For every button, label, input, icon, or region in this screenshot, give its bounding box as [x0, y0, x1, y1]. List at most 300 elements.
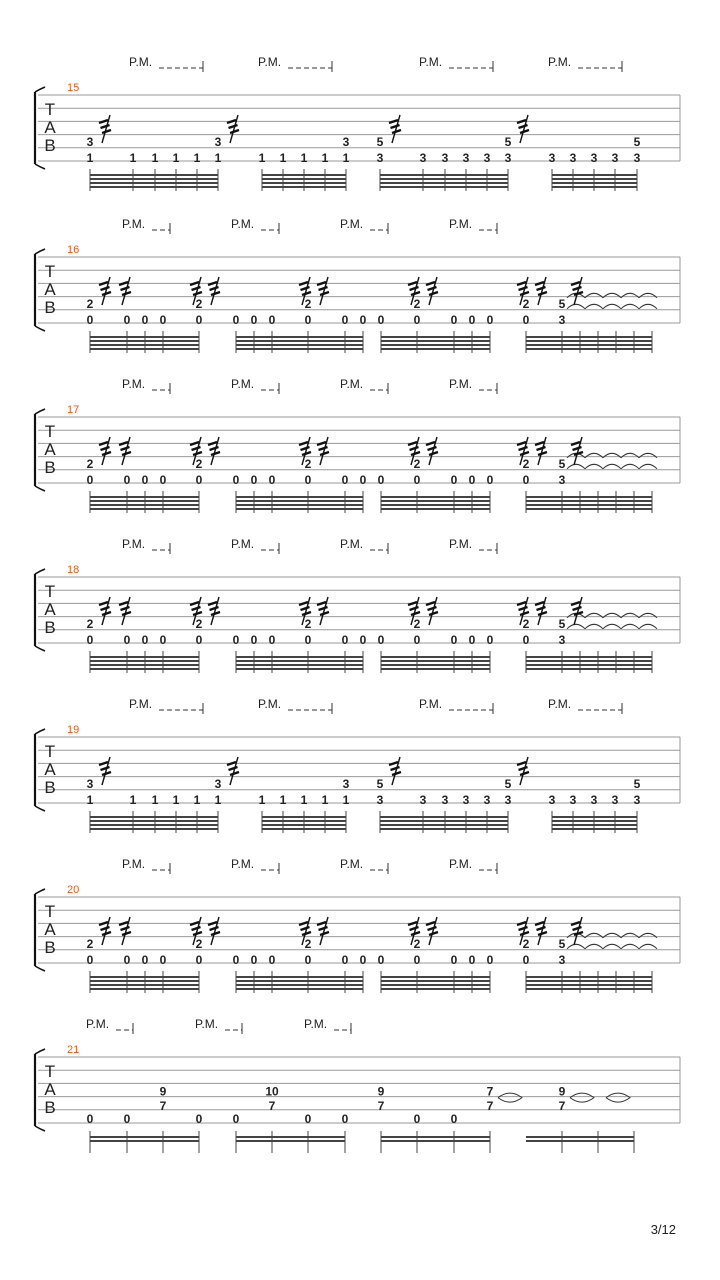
tie: [639, 453, 657, 458]
fret-number: 0: [450, 313, 458, 327]
fret-number: 3: [504, 793, 512, 807]
palm-mute-label: P.M.: [449, 217, 473, 231]
fret-number: 1: [342, 793, 350, 807]
fret-number: 3: [633, 793, 641, 807]
tremolo-slash: [122, 292, 131, 295]
tremolo-stem: [211, 437, 219, 465]
bracket-top-hook: [35, 249, 45, 254]
tremolo-slash: [301, 607, 310, 610]
tremolo-slash: [573, 927, 582, 930]
tremolo-slash: [535, 442, 544, 445]
fret-number: 7: [558, 1098, 566, 1113]
fret-number: 0: [159, 633, 167, 647]
bracket-bottom-hook: [35, 646, 45, 651]
fret-number: 0: [486, 313, 494, 327]
tremolo-slash: [302, 292, 311, 295]
fret-number: 0: [304, 473, 312, 487]
tremolo-stem: [520, 757, 528, 785]
palm-mute-label: P.M.: [340, 377, 364, 391]
tremolo-slash: [122, 452, 131, 455]
fret-number: 3: [611, 151, 619, 165]
tremolo-slash: [573, 447, 582, 450]
tremolo-slash: [230, 130, 239, 133]
palm-mute-label: P.M.: [449, 857, 473, 871]
tie: [603, 944, 621, 949]
tremolo-slash: [119, 922, 128, 925]
tremolo-slash: [229, 125, 238, 128]
tie: [603, 624, 621, 629]
fret-number: 5: [376, 776, 384, 791]
tremolo-slash: [317, 442, 326, 445]
tremolo-slash: [520, 452, 529, 455]
fret-number: 3: [590, 151, 598, 165]
tremolo-stem: [429, 597, 437, 625]
fret-number: 3: [483, 151, 491, 165]
tie: [621, 944, 639, 949]
palm-mute-label: P.M.: [195, 1017, 219, 1031]
palm-mute-label: P.M.: [548, 55, 572, 69]
tie: [585, 293, 603, 298]
tie: [606, 1093, 630, 1102]
fret-number: 3: [462, 151, 470, 165]
tremolo-slash: [230, 772, 239, 775]
fret-number: 5: [633, 776, 641, 791]
tremolo-slash: [302, 612, 311, 615]
fret-number: 2: [304, 456, 312, 471]
tremolo-stem: [211, 597, 219, 625]
tremolo-slash: [102, 612, 111, 615]
fret-number: 0: [522, 313, 530, 327]
tremolo-stem: [538, 437, 546, 465]
palm-mute-label: P.M.: [231, 217, 255, 231]
tremolo-slash: [317, 282, 326, 285]
palm-mute-label: P.M.: [122, 537, 146, 551]
fret-number: 1: [321, 151, 329, 165]
fret-number: 3: [569, 793, 577, 807]
tremolo-stem: [211, 277, 219, 305]
fret-number: 0: [195, 953, 203, 967]
fret-number: 3: [86, 776, 94, 791]
fret-number: 2: [413, 936, 421, 951]
tremolo-stem: [122, 277, 130, 305]
tremolo-slash: [319, 287, 328, 290]
tab-clef-letter: T: [44, 1062, 56, 1081]
fret-number: 0: [86, 953, 94, 967]
fret-number: 2: [195, 296, 203, 311]
tremolo-slash: [408, 922, 417, 925]
tab-clef-letter: T: [44, 422, 56, 441]
tremolo-slash: [571, 442, 580, 445]
tremolo-slash: [520, 772, 529, 775]
fret-number: 0: [359, 953, 367, 967]
fret-number: 0: [86, 313, 94, 327]
tremolo-slash: [211, 452, 220, 455]
fret-number: 0: [522, 473, 530, 487]
tremolo-slash: [573, 287, 582, 290]
fret-number: 0: [232, 953, 240, 967]
fret-number: 3: [342, 776, 350, 791]
tremolo-stem: [102, 277, 110, 305]
tab-clef-letter: B: [44, 938, 56, 957]
measure-number: 17: [67, 404, 80, 416]
tie: [639, 944, 657, 949]
fret-number: 0: [195, 313, 203, 327]
tremolo-slash: [299, 602, 308, 605]
fret-number: 3: [548, 151, 556, 165]
tremolo-slash: [519, 447, 528, 450]
tremolo-slash: [537, 607, 546, 610]
fret-number: 0: [250, 633, 258, 647]
tremolo-slash: [193, 612, 202, 615]
tremolo-slash: [535, 602, 544, 605]
fret-number: 3: [590, 793, 598, 807]
palm-mute-label: P.M.: [129, 55, 153, 69]
fret-number: 0: [341, 313, 349, 327]
fret-number: 2: [522, 936, 530, 951]
tremolo-slash: [426, 442, 435, 445]
tremolo-slash: [99, 442, 108, 445]
fret-number: 0: [341, 633, 349, 647]
tremolo-stem: [102, 437, 110, 465]
tremolo-slash: [429, 452, 438, 455]
tremolo-stem: [320, 597, 328, 625]
tremolo-stem: [122, 917, 130, 945]
tie: [639, 304, 657, 309]
measure-number: 21: [67, 1044, 80, 1056]
palm-mute-label: P.M.: [258, 55, 282, 69]
bracket-bottom-hook: [35, 326, 45, 331]
fret-number: 0: [413, 473, 421, 487]
tremolo-slash: [210, 607, 219, 610]
tie: [621, 613, 639, 618]
tremolo-slash: [122, 612, 131, 615]
tremolo-slash: [319, 927, 328, 930]
bracket-top-hook: [35, 729, 45, 734]
fret-number: 2: [304, 936, 312, 951]
fret-number: 3: [611, 793, 619, 807]
fret-number: 0: [123, 1112, 131, 1126]
tie: [498, 1093, 522, 1102]
fret-number: 1: [214, 793, 222, 807]
tremolo-slash: [208, 282, 217, 285]
fret-number: 3: [504, 151, 512, 165]
tie: [639, 613, 657, 618]
fret-number: 0: [486, 953, 494, 967]
palm-mute-label: P.M.: [449, 537, 473, 551]
tremolo-slash: [102, 452, 111, 455]
fret-number: 3: [558, 953, 566, 967]
tremolo-slash: [517, 602, 526, 605]
fret-number: 0: [486, 633, 494, 647]
fret-number: 1: [129, 151, 137, 165]
tie: [603, 613, 621, 618]
fret-number: 5: [376, 134, 384, 149]
tab-clef-letter: A: [44, 280, 56, 299]
fret-number: 0: [341, 1112, 349, 1126]
measure-number: 19: [67, 724, 80, 736]
tremolo-slash: [302, 932, 311, 935]
tremolo-stem: [392, 115, 400, 143]
tremolo-slash: [535, 282, 544, 285]
tremolo-slash: [302, 452, 311, 455]
tremolo-slash: [190, 922, 199, 925]
fret-number: 1: [172, 151, 180, 165]
fret-number: 10: [265, 1084, 279, 1099]
fret-number: 0: [195, 1112, 203, 1126]
fret-number: 2: [195, 936, 203, 951]
tab-clef-letter: A: [44, 1080, 56, 1099]
tab-clef-letter: A: [44, 118, 56, 137]
palm-mute-label: P.M.: [129, 697, 153, 711]
tremolo-stem: [520, 115, 528, 143]
tie: [567, 624, 585, 629]
fret-number: 2: [413, 296, 421, 311]
fret-number: 3: [633, 151, 641, 165]
fret-number: 2: [413, 616, 421, 631]
tremolo-slash: [102, 292, 111, 295]
fret-number: 3: [376, 151, 384, 165]
fret-number: 5: [558, 456, 566, 471]
fret-number: 2: [304, 616, 312, 631]
tremolo-slash: [571, 602, 580, 605]
fret-number: 0: [377, 313, 385, 327]
tie: [567, 464, 585, 469]
tremolo-stem: [538, 597, 546, 625]
fret-number: 3: [462, 793, 470, 807]
fret-number: 0: [304, 633, 312, 647]
tremolo-slash: [121, 607, 130, 610]
fret-number: 0: [522, 633, 530, 647]
tremolo-slash: [119, 282, 128, 285]
palm-mute-label: P.M.: [86, 1017, 110, 1031]
fret-number: 0: [141, 633, 149, 647]
tremolo-slash: [426, 922, 435, 925]
tremolo-slash: [317, 922, 326, 925]
fret-number: 2: [195, 616, 203, 631]
tremolo-slash: [192, 287, 201, 290]
fret-number: 0: [159, 473, 167, 487]
bracket-bottom-hook: [35, 164, 45, 169]
fret-number: 1: [300, 151, 308, 165]
fret-number: 0: [250, 953, 258, 967]
fret-number: 3: [214, 776, 222, 791]
fret-number: 2: [522, 456, 530, 471]
bracket-top-hook: [35, 889, 45, 894]
tremolo-slash: [190, 602, 199, 605]
tremolo-slash: [538, 612, 547, 615]
fret-number: 1: [214, 151, 222, 165]
tie: [603, 933, 621, 938]
tremolo-slash: [320, 452, 329, 455]
fret-number: 0: [341, 953, 349, 967]
fret-number: 9: [558, 1084, 566, 1099]
tremolo-slash: [319, 607, 328, 610]
fret-number: 0: [413, 313, 421, 327]
tremolo-slash: [426, 602, 435, 605]
fret-number: 0: [359, 313, 367, 327]
fret-number: 7: [268, 1098, 276, 1113]
measure-number: 15: [67, 82, 80, 94]
tremolo-slash: [517, 762, 526, 765]
tremolo-stem: [429, 917, 437, 945]
tremolo-slash: [210, 447, 219, 450]
fret-number: 0: [268, 313, 276, 327]
tremolo-slash: [101, 607, 110, 610]
tie: [567, 944, 585, 949]
tremolo-slash: [538, 452, 547, 455]
tab-clef-letter: T: [44, 742, 56, 761]
tremolo-slash: [190, 282, 199, 285]
fret-number: 0: [450, 1112, 458, 1126]
fret-number: 3: [214, 134, 222, 149]
fret-number: 9: [377, 1084, 385, 1099]
fret-number: 5: [558, 936, 566, 951]
fret-number: 0: [86, 473, 94, 487]
tremolo-slash: [102, 772, 111, 775]
fret-number: 0: [232, 313, 240, 327]
fret-number: 3: [342, 134, 350, 149]
tie: [585, 304, 603, 309]
fret-number: 2: [522, 616, 530, 631]
fret-number: 0: [123, 953, 131, 967]
tremolo-slash: [192, 447, 201, 450]
tremolo-slash: [193, 932, 202, 935]
tremolo-slash: [428, 607, 437, 610]
palm-mute-label: P.M.: [340, 537, 364, 551]
tremolo-slash: [192, 927, 201, 930]
fret-number: 1: [300, 793, 308, 807]
fret-number: 1: [151, 151, 159, 165]
tremolo-slash: [411, 932, 420, 935]
fret-number: 0: [86, 1112, 94, 1126]
tremolo-slash: [408, 442, 417, 445]
fret-number: 5: [633, 134, 641, 149]
tremolo-slash: [389, 762, 398, 765]
fret-number: 0: [141, 313, 149, 327]
tab-clef-letter: B: [44, 618, 56, 637]
tremolo-stem: [102, 115, 110, 143]
tremolo-slash: [122, 932, 131, 935]
tie: [567, 304, 585, 309]
fret-number: 0: [123, 473, 131, 487]
palm-mute-label: P.M.: [258, 697, 282, 711]
tremolo-slash: [208, 602, 217, 605]
tie: [639, 293, 657, 298]
tremolo-slash: [537, 287, 546, 290]
measure-number: 18: [67, 564, 80, 576]
fret-number: 0: [468, 633, 476, 647]
palm-mute-label: P.M.: [231, 857, 255, 871]
bracket-bottom-hook: [35, 806, 45, 811]
fret-number: 0: [232, 1112, 240, 1126]
tremolo-slash: [392, 772, 401, 775]
tremolo-slash: [211, 292, 220, 295]
fret-number: 2: [522, 296, 530, 311]
fret-number: 0: [304, 1112, 312, 1126]
tremolo-slash: [411, 612, 420, 615]
fret-number: 0: [304, 313, 312, 327]
tremolo-slash: [410, 447, 419, 450]
fret-number: 1: [193, 793, 201, 807]
tremolo-stem: [230, 757, 238, 785]
tremolo-slash: [537, 447, 546, 450]
tie: [603, 453, 621, 458]
tremolo-slash: [193, 452, 202, 455]
tab-clef-letter: T: [44, 100, 56, 119]
tremolo-stem: [211, 917, 219, 945]
tremolo-stem: [429, 277, 437, 305]
fret-number: 0: [468, 313, 476, 327]
fret-number: 0: [232, 633, 240, 647]
fret-number: 3: [419, 151, 427, 165]
tremolo-slash: [193, 292, 202, 295]
tie: [603, 293, 621, 298]
tremolo-slash: [389, 120, 398, 123]
tremolo-stem: [574, 437, 582, 465]
tab-clef-letter: A: [44, 760, 56, 779]
fret-number: 3: [558, 313, 566, 327]
tie: [621, 624, 639, 629]
fret-number: 3: [86, 134, 94, 149]
tremolo-slash: [99, 602, 108, 605]
tremolo-slash: [227, 120, 236, 123]
fret-number: 3: [548, 793, 556, 807]
tremolo-slash: [519, 927, 528, 930]
tremolo-slash: [520, 292, 529, 295]
tremolo-stem: [538, 917, 546, 945]
tremolo-slash: [520, 932, 529, 935]
tie: [621, 304, 639, 309]
palm-mute-label: P.M.: [231, 537, 255, 551]
palm-mute-label: P.M.: [122, 217, 146, 231]
fret-number: 2: [195, 456, 203, 471]
tremolo-stem: [102, 757, 110, 785]
fret-number: 0: [359, 633, 367, 647]
tremolo-slash: [190, 442, 199, 445]
tremolo-slash: [428, 287, 437, 290]
tie: [585, 464, 603, 469]
fret-number: 2: [304, 296, 312, 311]
tremolo-slash: [517, 442, 526, 445]
tremolo-slash: [210, 927, 219, 930]
tremolo-slash: [410, 287, 419, 290]
fret-number: 3: [558, 633, 566, 647]
bracket-bottom-hook: [35, 1126, 45, 1131]
bracket-top-hook: [35, 569, 45, 574]
tremolo-slash: [391, 767, 400, 770]
fret-number: 0: [359, 473, 367, 487]
tremolo-slash: [391, 125, 400, 128]
measure-number: 20: [67, 884, 80, 896]
fret-number: 5: [504, 776, 512, 791]
tremolo-stem: [320, 437, 328, 465]
tremolo-slash: [99, 120, 108, 123]
fret-number: 1: [129, 793, 137, 807]
tie: [603, 464, 621, 469]
palm-mute-label: P.M.: [449, 377, 473, 391]
bracket-bottom-hook: [35, 486, 45, 491]
tie: [585, 624, 603, 629]
palm-mute-label: P.M.: [122, 857, 146, 871]
fret-number: 2: [86, 936, 94, 951]
tie: [639, 464, 657, 469]
fret-number: 2: [86, 616, 94, 631]
tremolo-slash: [211, 612, 220, 615]
tremolo-slash: [411, 292, 420, 295]
tremolo-stem: [574, 917, 582, 945]
tremolo-slash: [519, 125, 528, 128]
fret-number: 0: [123, 313, 131, 327]
